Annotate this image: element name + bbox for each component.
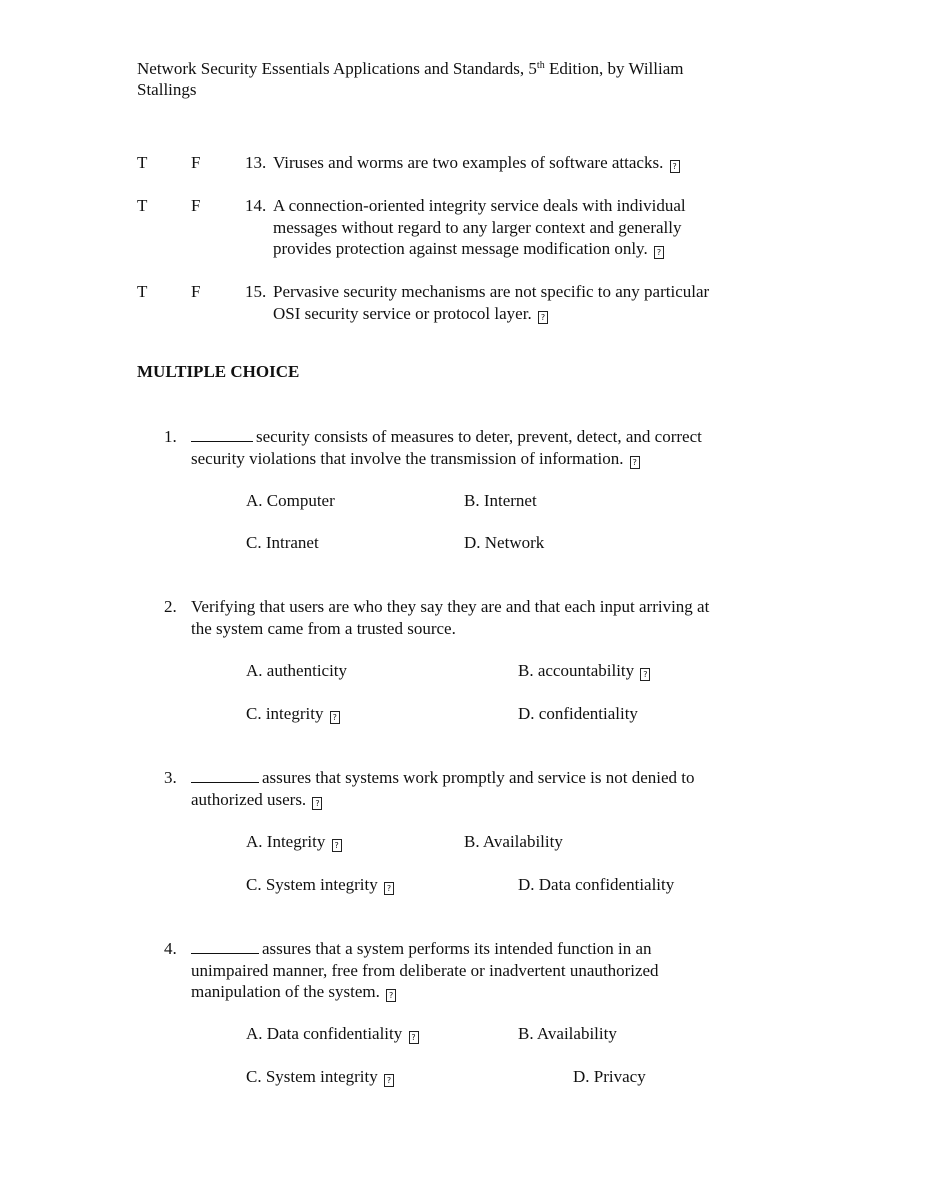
option-d[interactable]: D. Data confidentiality [518, 875, 675, 894]
true-option[interactable]: T [137, 196, 148, 215]
section-title: MULTIPLE CHOICE [137, 362, 300, 381]
question-number: 14. [245, 196, 267, 215]
option-c[interactable]: C. Intranet [246, 533, 319, 552]
true-option[interactable]: T [137, 282, 148, 301]
option-d[interactable]: D. Network [464, 533, 545, 552]
question-number: 4. [164, 939, 177, 958]
option-a[interactable]: A. Data confidentiality ? [246, 1023, 419, 1045]
missing-glyph-icon: ? [670, 160, 680, 173]
missing-glyph-icon: ? [640, 668, 650, 681]
question-text-line-1: Verifying that users are who they say they are and that each input arriving at [191, 597, 710, 616]
false-option[interactable]: F [191, 153, 201, 172]
question-text-line-3: provides protection against message modification only. ? [273, 238, 664, 260]
option-d[interactable]: D. confidentiality [518, 704, 638, 723]
missing-glyph-icon: ? [386, 989, 396, 1002]
header-title-end: Edition, by William [544, 59, 684, 78]
option-c[interactable]: C. integrity ? [246, 703, 340, 725]
header-title: Network Security Essentials Applications and Standards, 5 [137, 59, 537, 78]
question-number: 3. [164, 768, 177, 787]
question-text-line-1: assures that a system performs its intended function in an [191, 938, 652, 960]
true-option[interactable]: T [137, 153, 148, 172]
question-text: Viruses and worms are two examples of software attacks. ? [273, 152, 680, 174]
question-text-line-2: messages without regard to any larger context and generally [273, 217, 682, 237]
option-a[interactable]: A. Computer [246, 491, 335, 510]
missing-glyph-icon: ? [332, 839, 342, 852]
question-text-line-1: security consists of measures to deter, prevent, detect, and correct [191, 426, 702, 448]
missing-glyph-icon: ? [384, 1074, 394, 1087]
header-author: Stallings [137, 80, 197, 99]
option-b[interactable]: B. Availability [518, 1024, 617, 1043]
question-number: 15. [245, 282, 267, 301]
option-b[interactable]: B. Availability [464, 832, 563, 851]
question-text-line-1: assures that systems work promptly and service is not denied to [191, 767, 694, 789]
question-text-line-1: A connection-oriented integrity service deals with individual [273, 196, 686, 215]
option-a[interactable]: A. authenticity [246, 661, 348, 680]
option-b[interactable]: B. Internet [464, 491, 537, 510]
answer-blank [191, 427, 253, 442]
missing-glyph-icon: ? [312, 797, 322, 810]
superscript: th [536, 60, 545, 71]
question-number: 2. [164, 597, 177, 616]
question-text-line-2: security violations that involve the transmission of information. ? [191, 448, 640, 470]
question-number: 1. [164, 427, 177, 446]
answer-blank [191, 768, 259, 783]
option-a[interactable]: A. Integrity ? [246, 831, 342, 853]
question-text-line-2: the system came from a trusted source. [191, 618, 456, 638]
answer-blank [191, 939, 259, 954]
missing-glyph-icon: ? [409, 1031, 419, 1044]
option-c[interactable]: C. System integrity ? [246, 874, 394, 896]
missing-glyph-icon: ? [630, 456, 640, 469]
question-text-line-2: authorized users. ? [191, 789, 322, 811]
missing-glyph-icon: ? [654, 246, 664, 259]
question-text-line-3: manipulation of the system. ? [191, 981, 396, 1003]
missing-glyph-icon: ? [538, 311, 548, 324]
document-header [137, 55, 777, 100]
question-text-line-2: OSI security service or protocol layer. ? [273, 303, 548, 325]
option-d[interactable]: D. Privacy [573, 1067, 646, 1086]
question-text-line-2: unimpaired manner, free from deliberate or inadvertent unauthorized [191, 960, 659, 980]
option-b[interactable]: B. accountability ? [518, 660, 650, 682]
missing-glyph-icon: ? [330, 711, 340, 724]
false-option[interactable]: F [191, 282, 201, 301]
question-number: 13. [245, 153, 267, 172]
question-text-line-1: Pervasive security mechanisms are not specific to any particular [273, 282, 710, 301]
false-option[interactable]: F [191, 196, 201, 215]
option-c[interactable]: C. System integrity ? [246, 1066, 394, 1088]
missing-glyph-icon: ? [384, 882, 394, 895]
